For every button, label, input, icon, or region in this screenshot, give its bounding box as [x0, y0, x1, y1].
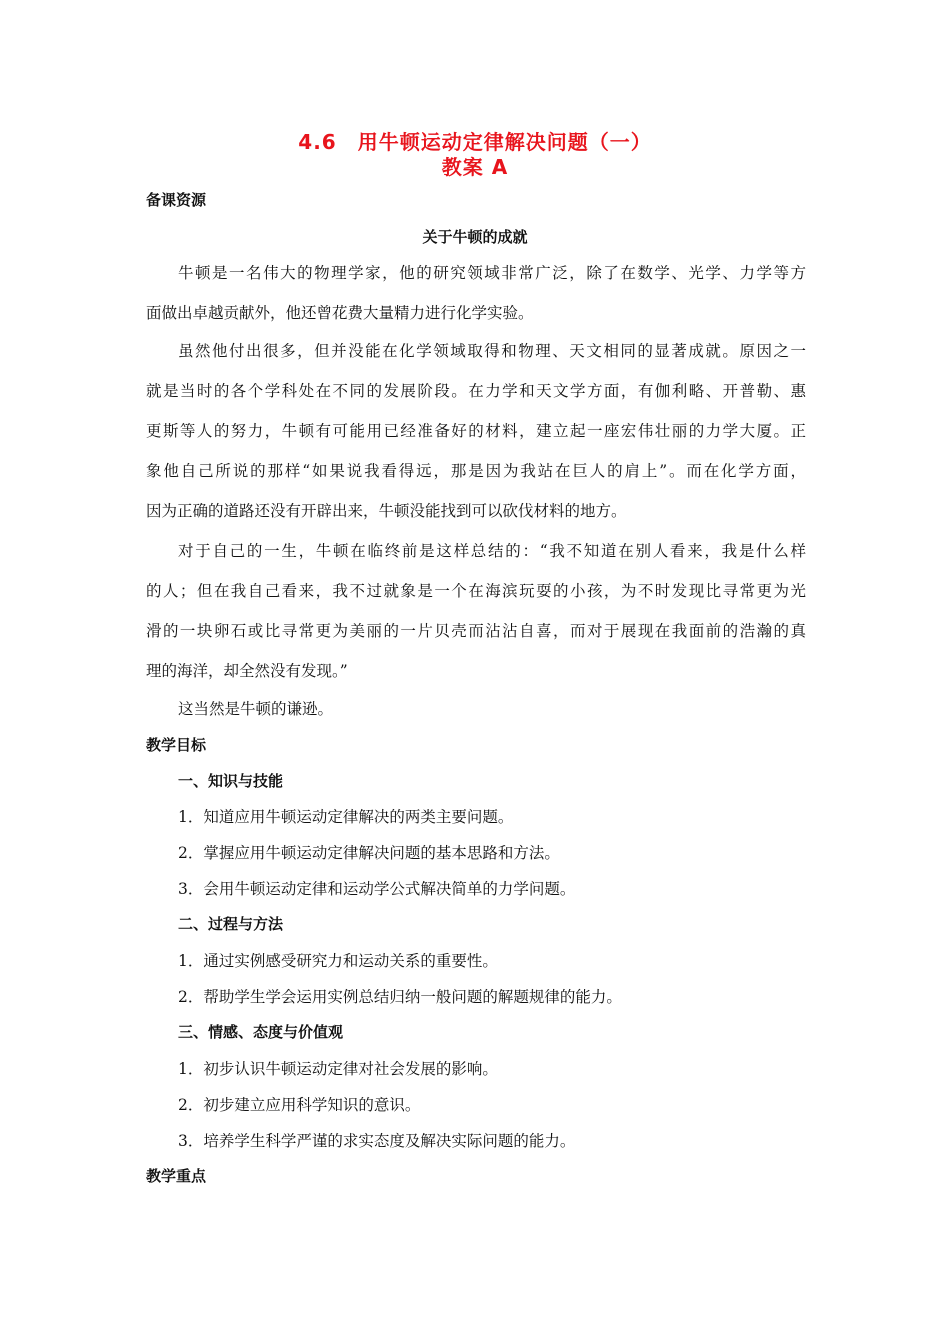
- paragraph-line: 对于自己的一生，牛顿在临终前是这样总结的：“我不知道在别人看来，我是什么样: [178, 542, 806, 560]
- document-title: 4.6 用牛顿运动定律解决问题（一）: [298, 130, 652, 154]
- section-heading-resources: 备课资源: [146, 191, 207, 209]
- list-item: 3．培养学生科学严谨的求实态度及解决实际问题的能力。: [178, 1132, 576, 1150]
- list-item: 1．初步认识牛顿运动定律对社会发展的影响。: [178, 1060, 498, 1078]
- section-heading-key-points: 教学重点: [146, 1167, 207, 1185]
- paragraph-line: 虽然他付出很多，但并没能在化学领域取得和物理、天文相同的显著成就。原因之一: [178, 342, 806, 360]
- article-title: 关于牛顿的成就: [422, 228, 528, 246]
- paragraph-line: 这当然是牛顿的谦逊。: [178, 700, 334, 718]
- list-item: 2．初步建立应用科学知识的意识。: [178, 1096, 421, 1114]
- list-item: 1．知道应用牛顿运动定律解决的两类主要问题。: [178, 808, 514, 826]
- list-item: 2．掌握应用牛顿运动定律解决问题的基本思路和方法。: [178, 844, 560, 862]
- paragraph-line: 滑的一块卵石或比寻常更为美丽的一片贝壳而沾沾自喜，而对于展现在我面前的浩瀚的真: [146, 622, 806, 640]
- paragraph-line: 面做出卓越贡献外，他还曾花费大量精力进行化学实验。: [146, 304, 534, 322]
- paragraph-line: 因为正确的道路还没有开辟出来，牛顿没能找到可以砍伐材料的地方。: [146, 502, 627, 520]
- list-item: 2．帮助学生学会运用实例总结归纳一般问题的解题规律的能力。: [178, 988, 622, 1006]
- list-item: 1．通过实例感受研究力和运动关系的重要性。: [178, 952, 498, 970]
- paragraph-line: 的人；但在我自己看来，我不过就象是一个在海滨玩耍的小孩，为不时发现比寻常更为光: [146, 582, 806, 600]
- paragraph-line: 理的海洋，却全然没有发现。”: [146, 662, 348, 680]
- document-subtitle: 教案 A: [441, 155, 509, 179]
- paragraph-line: 牛顿是一名伟大的物理学家，他的研究领域非常广泛，除了在数学、光学、力学等方: [178, 264, 806, 282]
- paragraph-line: 象他自己所说的那样“如果说我看得远，那是因为我站在巨人的肩上”。而在化学方面，: [146, 462, 806, 480]
- section-heading-objectives: 教学目标: [146, 736, 207, 754]
- subsection-heading: 二、过程与方法: [178, 915, 284, 933]
- paragraph-line: 就是当时的各个学科处在不同的发展阶段。在力学和天文学方面，有伽利略、开普勒、惠: [146, 382, 806, 400]
- paragraph-line: 更斯等人的努力，牛顿有可能用已经准备好的材料，建立起一座宏伟壮丽的力学大厦。正: [146, 422, 806, 440]
- subsection-heading: 一、知识与技能: [178, 772, 284, 790]
- list-item: 3．会用牛顿运动定律和运动学公式解决简单的力学问题。: [178, 880, 576, 898]
- subsection-heading: 三、情感、态度与价值观: [178, 1023, 344, 1041]
